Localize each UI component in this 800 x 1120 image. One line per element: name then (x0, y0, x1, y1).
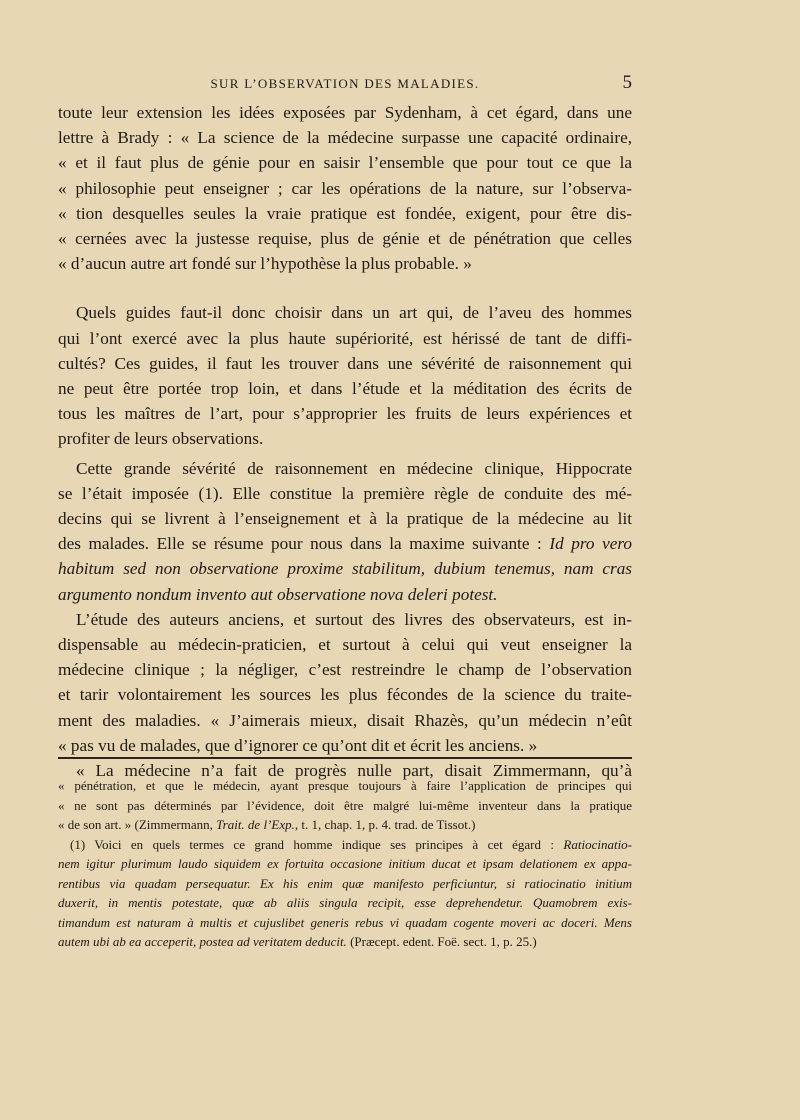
text-line: se l’était imposée (1). Elle constitue la première règle de conduite des mé- (58, 483, 632, 503)
footnote-latin-line: autem ubi ab ea acceperit, postea ad veritatem deducit. (Præcept. edent. Foë. sect. 1, p. 25.) (58, 934, 537, 949)
text-line: decins qui se livrent à l’enseignement et à la pratique de la médecine au lit (58, 509, 632, 529)
paragraph-1 (58, 100, 632, 276)
text-line: et tarir volontairement les sources les plus fécondes de la science du traite- (58, 685, 632, 705)
running-title: SUR L’OBSERVATION DES MALADIES. (210, 76, 480, 91)
text-line: toute leur extension les idées exposées par Sydenham, à cet égard, dans une (58, 103, 632, 122)
text-line: dispensable au médecin-praticien, et surtout à celui qui veut enseigner la (58, 635, 632, 655)
text-line: L’étude des auteurs anciens, et surtout des livres des observateurs, est in- (76, 609, 632, 629)
footnote-line: « pénétration, et que le médecin, ayant presque toujours à faire l’application de principes qui (58, 778, 632, 793)
running-header (58, 72, 632, 96)
latin-maxim-line: habitum sed non observatione proxime stabilitum, dubium tenemus, nam cras (58, 559, 632, 579)
latin-maxim-line: argumento nondum invento aut observatione nova deleri potest. (58, 584, 498, 604)
text-line: « et il faut plus de génie pour en saisir l’ensemble que pour tout ce que la (58, 153, 632, 173)
footnote-latin-line: duxerit, in mentis potestate, quæ ab aliis singula recipit, esse deprehendetur. Quamobrem exis- (58, 895, 632, 910)
text-line: « tion desquelles seules la vraie pratique est fondée, exigent, pour être dis- (58, 203, 632, 223)
footnote-latin-line: timandum est naturam à multis et cujuslibet generis rebus vi quadam cogente moveri ac doceri. Mens (58, 914, 632, 930)
latin-maxim-start: Id pro vero (549, 534, 632, 554)
text-line: « d’aucun autre art fondé sur l’hypothèse la plus probable. » (58, 254, 472, 274)
page-number: 5 (622, 72, 632, 93)
text-line: Quels guides faut-il donc choisir dans un art qui, de l’aveu des hommes (76, 303, 632, 323)
text-line (58, 531, 632, 556)
footnote-line: « ne sont pas déterminés par l’évidence, doit être malgré lui-même inventeur dans la pratique (58, 797, 632, 813)
footnote-1: (1) Voici en quels termes ce grand homme indique ses principes à cet égard : Ratiocinatio- (70, 836, 633, 852)
footnote-latin-line: nem igitur plurimum laudo siquidem ex fortuita occasione initium ducat et ipsam delationem ex appa- (58, 856, 632, 871)
footnotes (58, 776, 632, 952)
footnote-latin-line: rentibus via quadam persequatur. Ex his enim quæ manifesto perficiuntur, si ratiocinatio initium (58, 875, 632, 891)
text-line: médecine clinique ; la négliger, c’est restreindre le champ de l’observation (58, 660, 632, 680)
footnote-rule (58, 757, 632, 759)
text-line: « cernées avec la justesse requise, plus de génie et de pénétration que celles (58, 229, 632, 249)
main-text (58, 100, 632, 783)
paragraph-4 (58, 607, 632, 758)
footnote-line: « de son art. » (Zimmermann, Trait. de l’Exp., t. 1, chap. 1, p. 4. trad. de Tissot.) (58, 817, 476, 832)
text-line: ne peut être portée trop loin, et dans l’étude et la méditation des écrits de (58, 379, 632, 399)
text-line: ment des maladies. « J’aimerais mieux, disait Rhazès, qu’un médecin n’eût (58, 710, 632, 730)
text-line: « philosophie peut enseigner ; car les opérations de la nature, sur l’observa- (58, 178, 632, 198)
paragraph-3 (58, 456, 632, 607)
text-line: cultés? Ces guides, il faut les trouver dans une sévérité de raisonnement qui (58, 353, 632, 373)
text-segment: des malades. Elle se résume pour nous dans la maxime suivante : (58, 534, 542, 554)
text-line: « pas vu de malades, que d’ignorer ce qu’ont dit et écrit les anciens. » (58, 735, 538, 755)
text-line: qui l’ont exercé avec la plus haute supériorité, est hérissé de tant de diffi- (58, 328, 632, 348)
text-line: Cette grande sévérité de raisonnement en médecine clinique, Hippocrate (76, 458, 632, 478)
text-line: tous les maîtres de l’art, pour s’approprier les fruits de leurs expériences et (58, 404, 632, 424)
text-line: profiter de leurs observations. (58, 429, 264, 449)
text-line: « La médecine n’a fait de progrès nulle part, disait Zimmermann, qu’à (76, 761, 632, 781)
paragraph-2 (58, 300, 632, 451)
text-line: lettre à Brady : « La science de la médecine surpasse une capacité ordinaire, (58, 128, 632, 148)
